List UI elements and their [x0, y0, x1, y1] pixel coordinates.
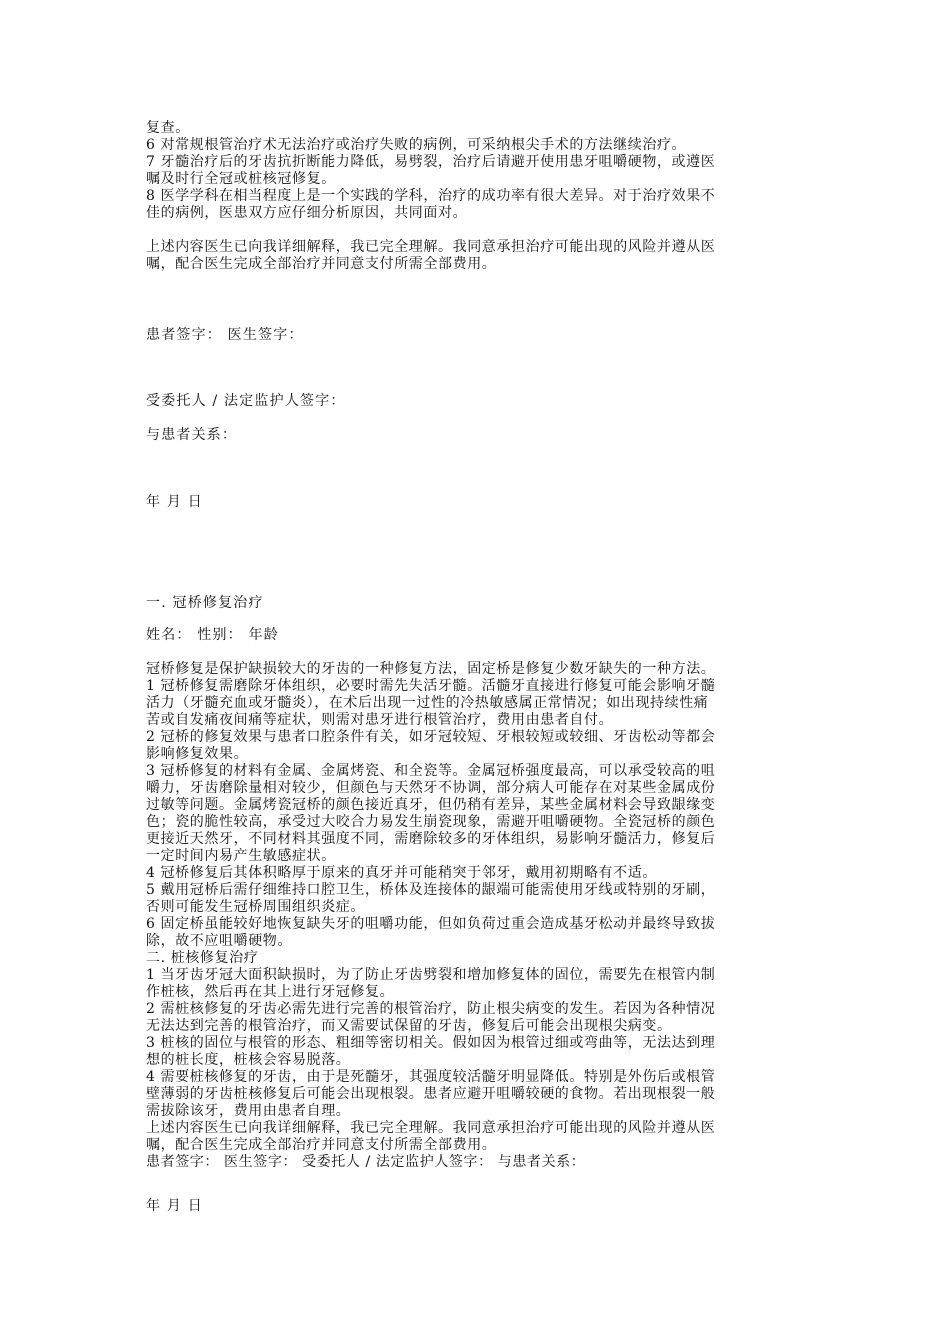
text-line: 嘱，配合医生完成全部治疗并同意支付所需全部费用。	[146, 1137, 497, 1153]
consent-statement	[146, 239, 814, 273]
treatment-notes-list	[146, 120, 814, 222]
text-line: 6 固定桥虽能较好地恢复缺失牙的咀嚼功能，但如负荷过重会造成基牙松动并最终导致拔	[146, 916, 716, 932]
signature-line: 患者签字： 医生签字： 受委托人 / 法定监护人签字： 与患者关系：	[146, 1154, 586, 1170]
text-line: 嚼力，牙齿磨除量相对较少，但颜色与天然牙不协调，部分病人可能存在对某些金属成份	[146, 780, 716, 796]
date-line: 年 月 日	[146, 1198, 203, 1214]
text-line: 3 冠桥修复的材料有金属、金属烤瓷、和全瓷等。金属冠桥强度最高，可以承受较高的咀	[146, 763, 716, 779]
guardian-signature-line: 受委托人 / 法定监护人签字：	[146, 393, 346, 409]
patient-info-line: 姓名： 性别： 年龄	[146, 627, 279, 643]
text-line: 色；瓷的脆性较高，承受过大咬合力易发生崩瓷现象，需避开咀嚼硬物。全瓷冠桥的颜色	[146, 814, 716, 830]
text-line: 上述内容医生已向我详细解释，我已完全理解。我同意承担治疗可能出现的风险并遵从医	[146, 239, 716, 255]
list-item	[146, 729, 814, 763]
section-title-post-core: 二. 桩核修复治疗	[146, 950, 259, 966]
relationship-line: 与患者关系：	[146, 427, 238, 443]
patient-doctor-signature-line: 患者签字： 医生签字：	[146, 327, 304, 343]
text-line: 活力（牙髓充血或牙髓炎），在术后出现一过性的冷热敏感属正常情况；如出现持续性痛	[146, 695, 709, 711]
list-item	[146, 916, 814, 950]
intro-line: 冠桥修复是保护缺损较大的牙齿的一种修复方法，固定桥是修复少数牙缺失的一种方法。	[146, 661, 716, 677]
text-line: 2 需桩核修复的牙齿必需先进行完善的根管治疗，防止根尖病变的发生。若因为各种情况	[146, 1001, 716, 1017]
text-line: 嘱，配合医生完成全部治疗并同意支付所需全部费用。	[146, 256, 497, 272]
list-item	[146, 1069, 814, 1120]
text-line: 4 冠桥修复后其体积略厚于原来的真牙并可能稍突于邻牙，戴用初期略有不适。	[146, 865, 657, 881]
crown-bridge-body	[146, 661, 814, 1171]
list-item	[146, 188, 814, 222]
text-line: 除，故不应咀嚼硬物。	[146, 933, 292, 949]
text-line: 3 桩核的固位与根管的形态、粗细等密切相关。假如因为根管过细或弯曲等，无法达到理	[146, 1035, 716, 1051]
text-line: 上述内容医生已向我详细解释，我已完全理解。我同意承担治疗可能出现的风险并遵从医	[146, 1120, 716, 1136]
text-line: 嘱及时行全冠或桩核冠修复。	[146, 171, 336, 187]
text-line: 一定时间内易产生敏感症状。	[146, 848, 336, 864]
list-item	[146, 1035, 814, 1069]
text-line: 佳的病例，医患双方应仔细分析原因，共同面对。	[146, 205, 468, 221]
text-line: 苦或自发痛夜间痛等症状，则需对患牙进行根管治疗，费用由患者自付。	[146, 712, 614, 728]
list-item	[146, 120, 814, 137]
text-line: 影响修复效果。	[146, 746, 249, 762]
text-line: 更接近天然牙，不同材料其强度不同，需磨除较多的牙体组织，易影响牙髓活力，修复后	[146, 831, 716, 847]
text-line: 1 当牙齿牙冠大面积缺损时，为了防止牙齿劈裂和增加修复体的固位，需要先在根管内制	[146, 967, 716, 983]
list-item	[146, 865, 814, 882]
text-line: 7 牙髓治疗后的牙齿抗折断能力降低，易劈裂，治疗后请避开使用患牙咀嚼硬物，或遵医	[146, 154, 716, 170]
text-line: 5 戴用冠桥后需仔细维持口腔卫生，桥体及连接体的龈端可能需使用牙线或特别的牙刷，	[146, 882, 716, 898]
list-item	[146, 967, 814, 1001]
text-line: 2 冠桥的修复效果与患者口腔条件有关，如牙冠较短、牙根较短或较细、牙齿松动等都会	[146, 729, 716, 745]
list-item	[146, 154, 814, 188]
list-item	[146, 882, 814, 916]
text-line: 无法达到完善的根管治疗，而又需要试保留的牙齿，修复后可能会出现根尖病变。	[146, 1018, 672, 1034]
text-line: 4 需要桩核修复的牙齿，由于是死髓牙，其强度较活髓牙明显降低。特别是外伤后或根管	[146, 1069, 716, 1085]
text-line: 复查。	[146, 120, 190, 136]
text-line: 作桩核，然后再在其上进行牙冠修复。	[146, 984, 395, 1000]
text-line: 否则可能发生冠桥周围组织炎症。	[146, 899, 365, 915]
text-line: 需拔除该牙，费用由患者自理。	[146, 1103, 351, 1119]
text-line: 过敏等问题。金属烤瓷冠桥的颜色接近真牙，但仍稍有差异，某些金属材料会导致龈缘变	[146, 797, 716, 813]
list-item	[146, 137, 814, 154]
text-line: 想的桩长度，桩核会容易脱落。	[146, 1052, 351, 1068]
list-item	[146, 678, 814, 729]
date-line: 年 月 日	[146, 494, 203, 510]
consent-statement	[146, 1120, 814, 1154]
list-item	[146, 763, 814, 865]
list-item	[146, 1001, 814, 1035]
text-line: 8 医学学科在相当程度上是一个实践的学科，治疗的成功率有很大差异。对于治疗效果不	[146, 188, 716, 204]
text-line: 6 对常规根管治疗术无法治疗或治疗失败的病例，可采纳根尖手术的方法继续治疗。	[146, 137, 687, 153]
section-title-crown-bridge: 一. 冠桥修复治疗	[146, 595, 264, 611]
text-line: 1 冠桥修复需磨除牙体组织，必要时需先失活牙髓。活髓牙直接进行修复可能会影响牙髓	[146, 678, 716, 694]
text-line: 壁薄弱的牙齿桩核修复后可能会出现根裂。患者应避开咀嚼较硬的食物。若出现根裂一般	[146, 1086, 716, 1102]
